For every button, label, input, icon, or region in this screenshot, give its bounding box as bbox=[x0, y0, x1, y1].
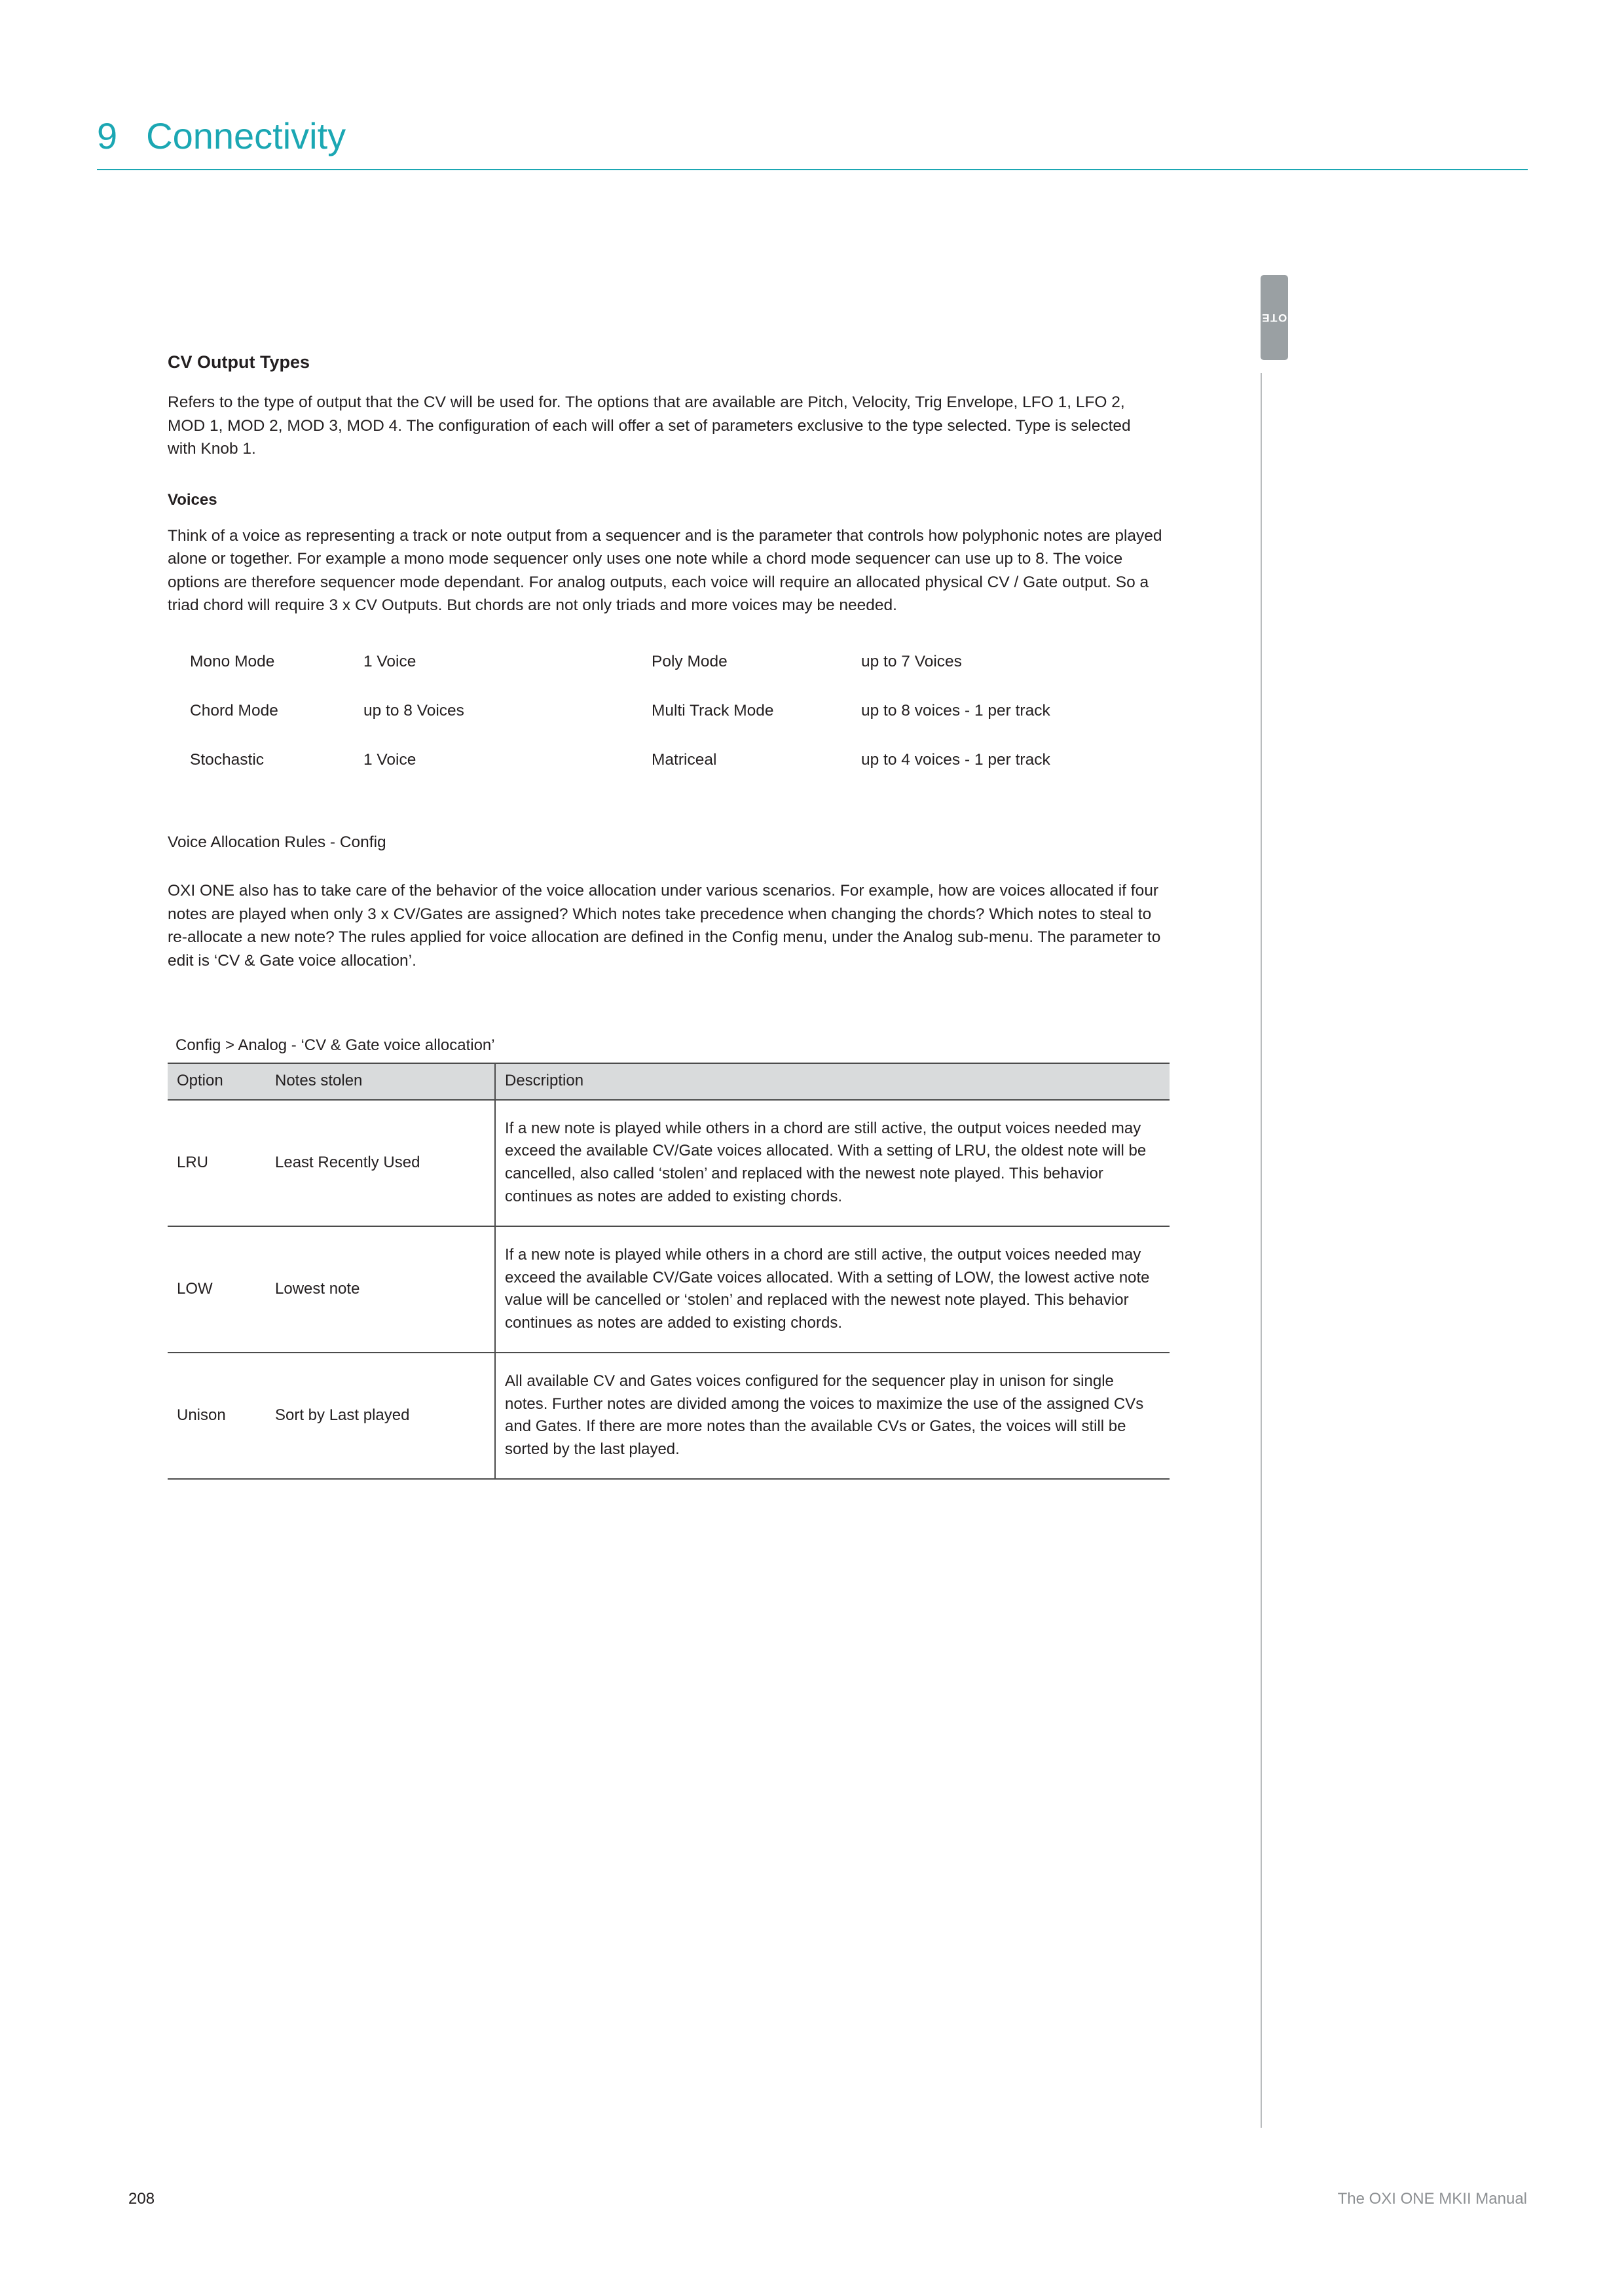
page-header bbox=[97, 115, 1528, 170]
mode-name: Multi Track Mode bbox=[652, 701, 774, 720]
allocation-paragraph: OXI ONE also has to take care of the behavior of the voice allocation under various scenarios. For example, how are voices allocated if four notes are played when only 3 x CV/Gates are assigned? Which notes take precedence when changing the chords? Which notes to steal to re-allocate a new note? The rules applied for voice allocation are defined in the Config menu, under the Analog sub-menu. The parameter to edit is ‘CV & Gate voice allocation’. bbox=[168, 882, 1161, 970]
table-row bbox=[168, 1100, 1170, 1226]
mode-value: up to 8 voices - 1 per track bbox=[861, 701, 1050, 720]
mode-name: Chord Mode bbox=[190, 701, 278, 720]
table-row bbox=[168, 1353, 1170, 1479]
table-row bbox=[190, 651, 1146, 701]
side-divider bbox=[1261, 373, 1262, 2128]
header-divider bbox=[97, 169, 1528, 170]
page-content bbox=[168, 351, 1176, 1480]
mode-value: 1 Voice bbox=[363, 652, 416, 670]
cell-notes-stolen: Least Recently Used bbox=[266, 1100, 495, 1226]
allocation-heading: Voice Allocation Rules - Config bbox=[168, 833, 386, 852]
voice-modes-table bbox=[190, 651, 1146, 799]
table-header-row bbox=[168, 1063, 1170, 1100]
chapter-number: 9 bbox=[97, 115, 118, 156]
section-heading: CV Output Types bbox=[168, 352, 310, 372]
mode-value: up to 8 Voices bbox=[363, 701, 464, 720]
mode-value: 1 Voice bbox=[363, 750, 416, 769]
mode-name: Matriceal bbox=[652, 750, 717, 769]
chapter-title: Connectivity bbox=[146, 115, 346, 156]
column-header-notes-stolen: Notes stolen bbox=[266, 1063, 495, 1100]
chapter-heading bbox=[97, 115, 1528, 169]
cell-description: All available CV and Gates voices configured for the sequencer play in unison for single notes. Further notes are divided among the voices to maximize the use of the assigned CVs and Gates. If there are more notes than the available CVs or Gates, the voices will still be sorted by the last played. bbox=[495, 1353, 1170, 1479]
allocation-table-block bbox=[168, 1035, 1176, 1480]
mode-name: Poly Mode bbox=[652, 652, 728, 670]
cell-option: Unison bbox=[168, 1353, 266, 1479]
mode-value: up to 4 voices - 1 per track bbox=[861, 750, 1050, 769]
notes-tab-label: NOTES bbox=[1252, 312, 1297, 324]
mode-name: Stochastic bbox=[190, 750, 265, 769]
footer-page-number: 208 bbox=[128, 2190, 155, 2208]
voice-allocation-table bbox=[168, 1063, 1170, 1480]
cell-notes-stolen: Sort by Last played bbox=[266, 1353, 495, 1479]
table-row bbox=[190, 701, 1146, 750]
intro-paragraph: Refers to the type of output that the CV will be used for. The options that are available are Pitch, Velocity, Trig Envelope, LFO 1, LFO 2, MOD 1, MOD 2, MOD 3, MOD 4. The configuration of each will offer a set of parameters exclusive to the type selected. Type is selected with Knob 1. bbox=[168, 393, 1131, 458]
cell-option: LOW bbox=[168, 1226, 266, 1353]
cell-description: If a new note is played while others in a chord are still active, the output voices needed may exceed the available CV/Gate voices allocated. With a setting of LRU, the oldest note will be cancelled, also called ‘stolen’ and replaced with the newest note played. This behavior continues as notes are added to existing chords. bbox=[495, 1100, 1170, 1226]
table-row bbox=[168, 1226, 1170, 1353]
voices-heading: Voices bbox=[168, 490, 217, 509]
notes-tab[interactable] bbox=[1252, 275, 1297, 360]
footer-manual-title: The OXI ONE MKII Manual bbox=[1337, 2190, 1527, 2208]
voices-paragraph: Think of a voice as representing a track or note output from a sequencer and is the parameter that controls how polyphonic notes are played alone or together. For example a mono mode sequencer only uses one note while a chord mode sequencer can use up to 8. The voice options are therefore sequencer mode dependant. For analog outputs, each voice will require an allocated physical CV / Gate output. So a triad chord will require 3 x CV Outputs. But chords are not only triads and more voices may be needed. bbox=[168, 526, 1162, 615]
table-row bbox=[190, 750, 1146, 799]
column-header-description: Description bbox=[495, 1063, 1170, 1100]
column-header-option: Option bbox=[168, 1063, 266, 1100]
table-caption: Config > Analog - ‘CV & Gate voice allocation’ bbox=[175, 1036, 495, 1055]
cell-option: LRU bbox=[168, 1100, 266, 1226]
cell-description: If a new note is played while others in a chord are still active, the output voices needed may exceed the available CV/Gate voices allocated. With a setting of LOW, the lowest active note value will be cancelled or ‘stolen’ and replaced with the newest note played. This behavior continues as notes are added to existing chords. bbox=[495, 1226, 1170, 1353]
mode-value: up to 7 Voices bbox=[861, 652, 962, 670]
cell-notes-stolen: Lowest note bbox=[266, 1226, 495, 1353]
mode-name: Mono Mode bbox=[190, 652, 275, 670]
